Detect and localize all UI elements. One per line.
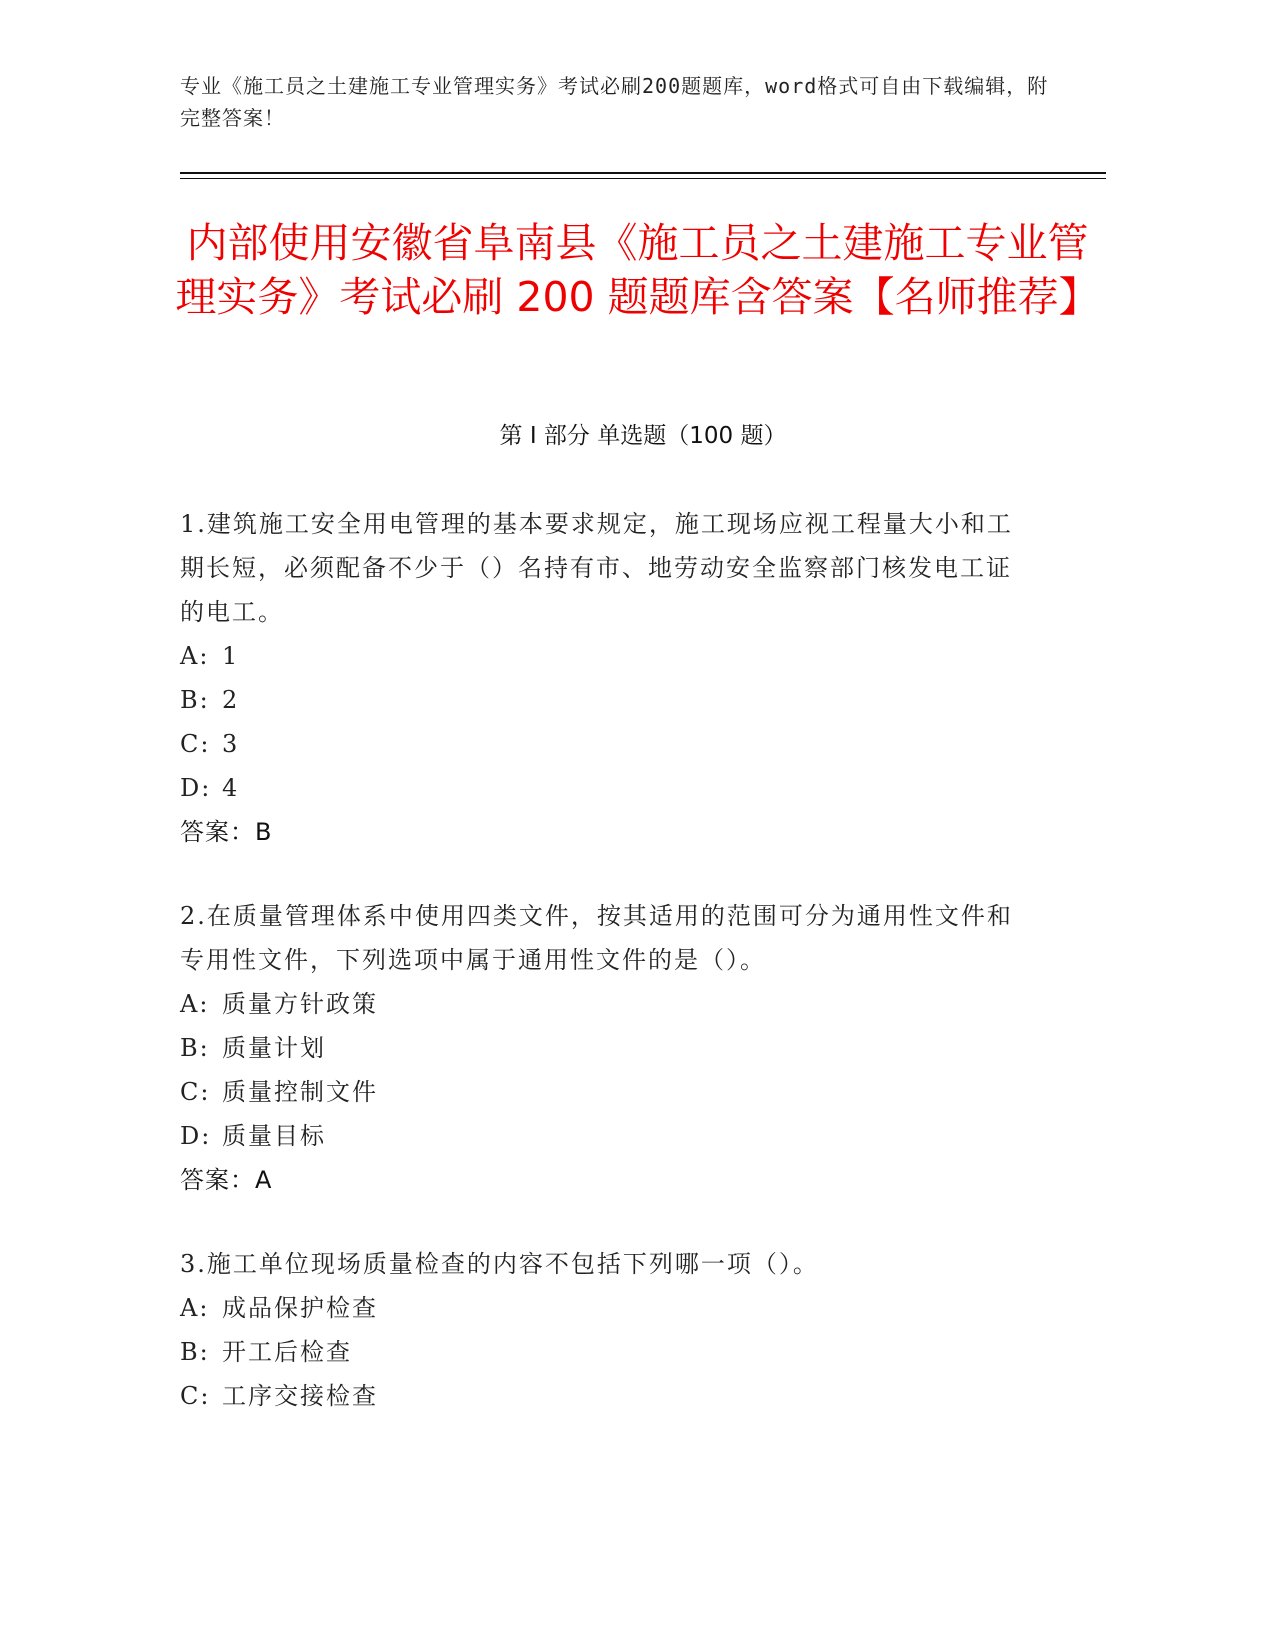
option-letter: B:: [180, 686, 210, 714]
option-text: 质量控制文件: [222, 1078, 378, 1106]
option-letter: A:: [180, 1294, 210, 1322]
question-3: [180, 1242, 1020, 1418]
answer: 答案：B: [180, 818, 273, 846]
option-c: [180, 1070, 1020, 1114]
option-letter: C:: [180, 730, 211, 758]
option-b: [180, 1330, 1020, 1374]
option-text: 1: [222, 642, 240, 670]
header-rule-thin: [180, 178, 1106, 179]
question-1: [180, 502, 1020, 854]
section-title: 第 I 部分 单选题（100 题）: [499, 423, 787, 449]
option-text: 开工后检查: [222, 1338, 352, 1366]
question-2: [180, 894, 1020, 1202]
option-d: [180, 1114, 1020, 1158]
option-d: [180, 766, 1020, 810]
option-b: [180, 678, 1020, 722]
answer: 答案：A: [180, 1166, 273, 1194]
option-a: [180, 1286, 1020, 1330]
header-note: 专业《施工员之土建施工专业管理实务》考试必刷200题题库，word格式可自由下载编辑，附完整答案！: [180, 74, 1049, 130]
option-text: 成品保护检查: [222, 1294, 378, 1322]
option-letter: C:: [180, 1382, 211, 1410]
option-letter: D:: [180, 774, 212, 802]
option-text: 质量目标: [222, 1122, 326, 1150]
option-text: 工序交接检查: [222, 1382, 378, 1410]
option-letter: A:: [180, 642, 210, 670]
option-letter: D:: [180, 1122, 212, 1150]
header-rule-thick: [180, 172, 1106, 174]
option-text: 3: [222, 730, 240, 758]
option-text: 质量方针政策: [222, 990, 378, 1018]
question-text: 1.建筑施工安全用电管理的基本要求规定，施工现场应视工程量大小和工期长短，必须配备不少于（）名持有市、地劳动安全监察部门核发电工证的电工。: [180, 510, 1013, 626]
option-a: [180, 982, 1020, 1026]
question-text: 3.施工单位现场质量检查的内容不包括下列哪一项（）。: [180, 1250, 819, 1278]
document-title: 内部使用安徽省阜南县《施工员之土建施工专业管理实务》考试必刷 200 题题库含答案【名师推荐】: [175, 219, 1100, 321]
option-letter: B:: [180, 1338, 210, 1366]
question-text: 2.在质量管理体系中使用四类文件，按其适用的范围可分为通用性文件和专用性文件，下列选项中属于通用性文件的是（）。: [180, 902, 1013, 974]
option-c: [180, 722, 1020, 766]
option-text: 4: [222, 774, 240, 802]
option-b: [180, 1026, 1020, 1070]
option-text: 质量计划: [222, 1034, 326, 1062]
option-text: 2: [222, 686, 240, 714]
option-letter: B:: [180, 1034, 210, 1062]
option-c: [180, 1374, 1020, 1418]
option-letter: C:: [180, 1078, 211, 1106]
option-letter: A:: [180, 990, 210, 1018]
option-a: [180, 634, 1020, 678]
